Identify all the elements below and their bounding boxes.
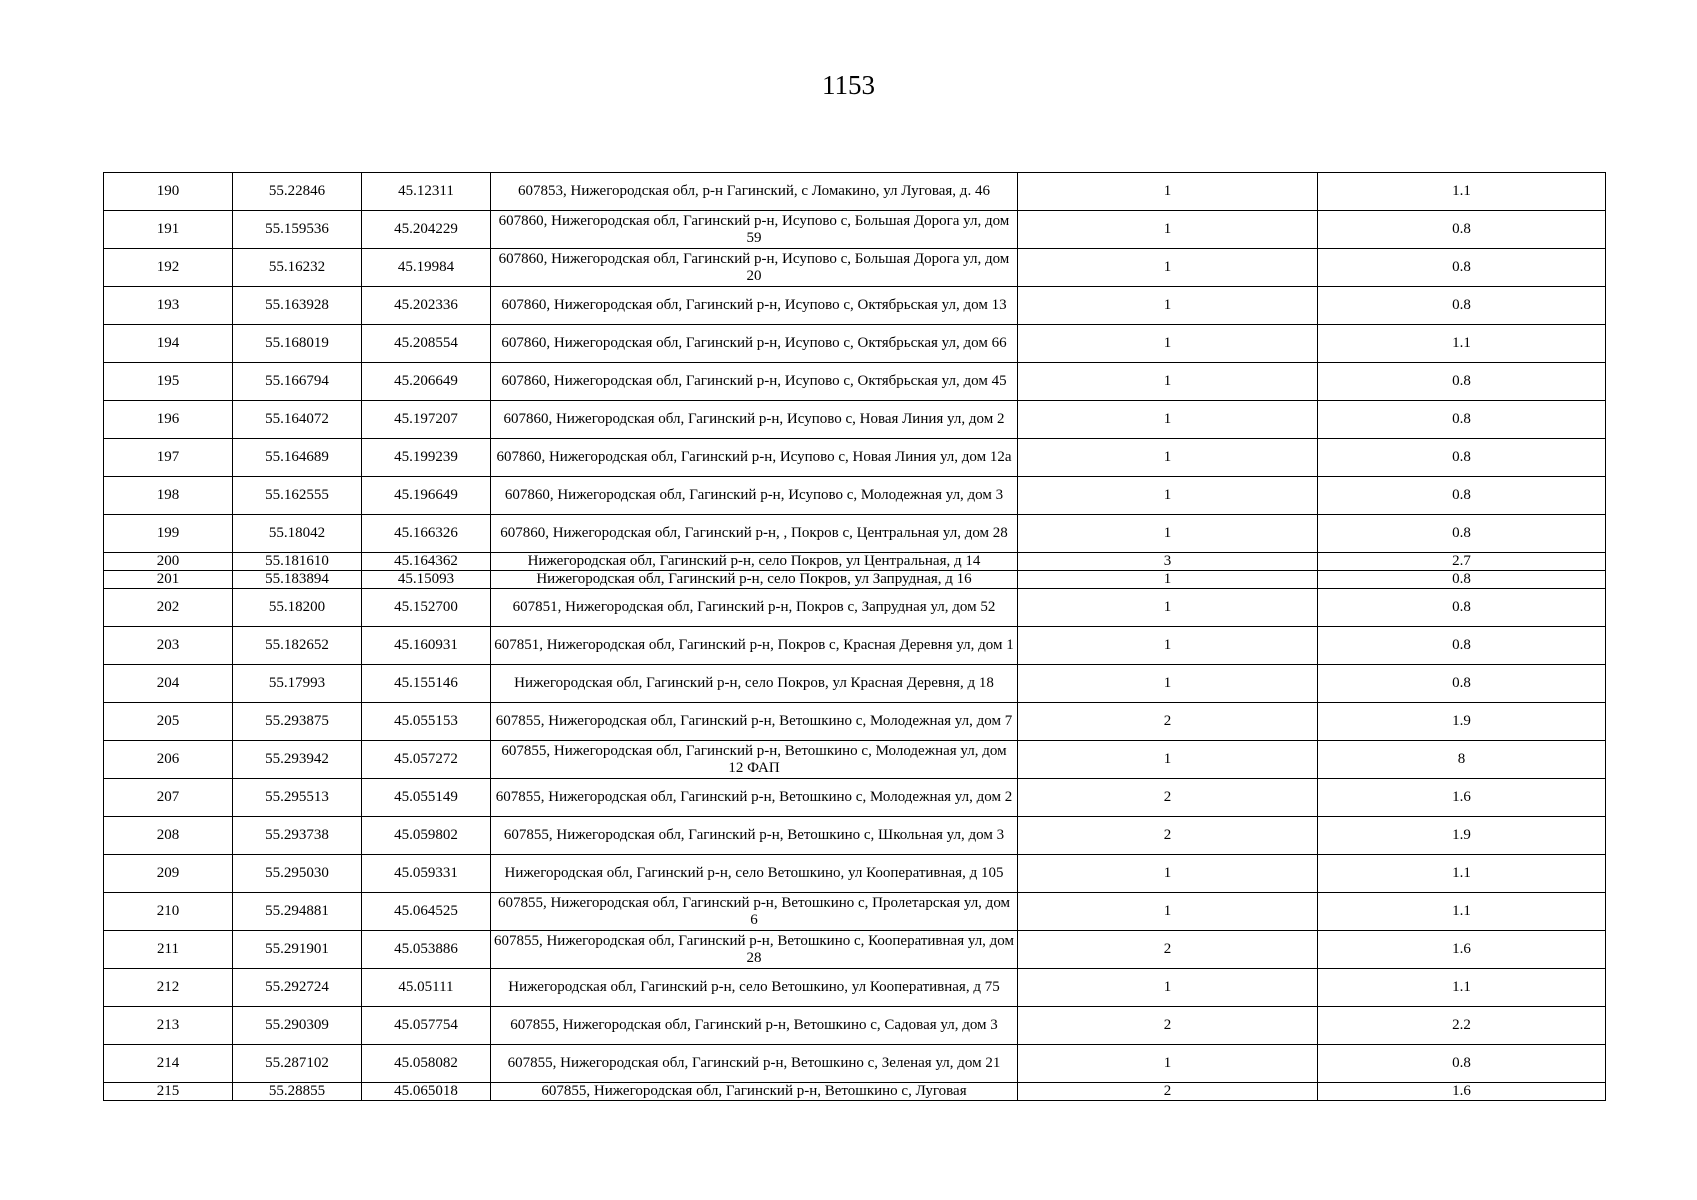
longitude-cell: 45.199239 <box>362 439 491 477</box>
table-row <box>104 363 1606 401</box>
value-cell: 0.8 <box>1318 477 1606 515</box>
row-number-cell: 214 <box>104 1045 233 1083</box>
row-number-cell: 209 <box>104 855 233 893</box>
count-cell: 1 <box>1018 439 1318 477</box>
address-cell: 607860, Нижегородская обл, Гагинский р-н, Исупово с, Молодежная ул, дом 3 <box>491 477 1018 515</box>
row-number-cell: 207 <box>104 779 233 817</box>
longitude-cell: 45.166326 <box>362 515 491 553</box>
table-row <box>104 779 1606 817</box>
row-number-cell: 201 <box>104 571 233 589</box>
latitude-cell: 55.17993 <box>233 665 362 703</box>
row-number-cell: 193 <box>104 287 233 325</box>
latitude-cell: 55.164072 <box>233 401 362 439</box>
value-cell: 1.1 <box>1318 325 1606 363</box>
latitude-cell: 55.166794 <box>233 363 362 401</box>
table-row <box>104 893 1606 931</box>
address-cell: 607855, Нижегородская обл, Гагинский р-н, Ветошкино с, Молодежная ул, дом 12 ФАП <box>491 741 1018 779</box>
table-body <box>104 173 1606 1101</box>
longitude-cell: 45.206649 <box>362 363 491 401</box>
value-cell: 2.7 <box>1318 553 1606 571</box>
count-cell: 1 <box>1018 363 1318 401</box>
longitude-cell: 45.057272 <box>362 741 491 779</box>
count-cell: 1 <box>1018 627 1318 665</box>
count-cell: 2 <box>1018 779 1318 817</box>
address-cell: 607860, Нижегородская обл, Гагинский р-н, Исупово с, Октябрьская ул, дом 66 <box>491 325 1018 363</box>
latitude-cell: 55.291901 <box>233 931 362 969</box>
count-cell: 1 <box>1018 1045 1318 1083</box>
table-row <box>104 1083 1606 1101</box>
latitude-cell: 55.295513 <box>233 779 362 817</box>
count-cell: 1 <box>1018 325 1318 363</box>
longitude-cell: 45.059331 <box>362 855 491 893</box>
row-number-cell: 199 <box>104 515 233 553</box>
address-cell: 607855, Нижегородская обл, Гагинский р-н, Ветошкино с, Кооперативная ул, дом 28 <box>491 931 1018 969</box>
row-number-cell: 196 <box>104 401 233 439</box>
longitude-cell: 45.058082 <box>362 1045 491 1083</box>
longitude-cell: 45.055153 <box>362 703 491 741</box>
address-cell: 607860, Нижегородская обл, Гагинский р-н, Исупово с, Октябрьская ул, дом 13 <box>491 287 1018 325</box>
value-cell: 0.8 <box>1318 571 1606 589</box>
row-number-cell: 206 <box>104 741 233 779</box>
address-cell: 607860, Нижегородская обл, Гагинский р-н, Исупово с, Новая Линия ул, дом 2 <box>491 401 1018 439</box>
address-cell: 607860, Нижегородская обл, Гагинский р-н, , Покров с, Центральная ул, дом 28 <box>491 515 1018 553</box>
table-row <box>104 969 1606 1007</box>
address-cell: 607855, Нижегородская обл, Гагинский р-н, Ветошкино с, Луговая <box>491 1083 1018 1101</box>
table-row <box>104 515 1606 553</box>
longitude-cell: 45.053886 <box>362 931 491 969</box>
count-cell: 1 <box>1018 249 1318 287</box>
count-cell: 1 <box>1018 855 1318 893</box>
value-cell: 0.8 <box>1318 401 1606 439</box>
value-cell: 8 <box>1318 741 1606 779</box>
value-cell: 1.6 <box>1318 931 1606 969</box>
count-cell: 1 <box>1018 893 1318 931</box>
address-cell: Нижегородская обл, Гагинский р-н, село Ветошкино, ул Кооперативная, д 75 <box>491 969 1018 1007</box>
latitude-cell: 55.164689 <box>233 439 362 477</box>
address-cell: 607855, Нижегородская обл, Гагинский р-н, Ветошкино с, Молодежная ул, дом 7 <box>491 703 1018 741</box>
table-row <box>104 665 1606 703</box>
longitude-cell: 45.057754 <box>362 1007 491 1045</box>
value-cell: 1.1 <box>1318 855 1606 893</box>
row-number-cell: 203 <box>104 627 233 665</box>
longitude-cell: 45.05111 <box>362 969 491 1007</box>
latitude-cell: 55.159536 <box>233 211 362 249</box>
count-cell: 2 <box>1018 931 1318 969</box>
longitude-cell: 45.155146 <box>362 665 491 703</box>
row-number-cell: 190 <box>104 173 233 211</box>
longitude-cell: 45.152700 <box>362 589 491 627</box>
address-cell: 607855, Нижегородская обл, Гагинский р-н, Ветошкино с, Молодежная ул, дом 2 <box>491 779 1018 817</box>
latitude-cell: 55.181610 <box>233 553 362 571</box>
table-row <box>104 401 1606 439</box>
table-row <box>104 1007 1606 1045</box>
latitude-cell: 55.182652 <box>233 627 362 665</box>
count-cell: 1 <box>1018 401 1318 439</box>
address-cell: Нижегородская обл, Гагинский р-н, село Покров, ул Красная Деревня, д 18 <box>491 665 1018 703</box>
row-number-cell: 202 <box>104 589 233 627</box>
latitude-cell: 55.16232 <box>233 249 362 287</box>
count-cell: 2 <box>1018 703 1318 741</box>
value-cell: 0.8 <box>1318 287 1606 325</box>
table-row <box>104 1045 1606 1083</box>
count-cell: 1 <box>1018 515 1318 553</box>
value-cell: 0.8 <box>1318 589 1606 627</box>
row-number-cell: 198 <box>104 477 233 515</box>
row-number-cell: 191 <box>104 211 233 249</box>
table-row <box>104 325 1606 363</box>
row-number-cell: 192 <box>104 249 233 287</box>
longitude-cell: 45.15093 <box>362 571 491 589</box>
latitude-cell: 55.162555 <box>233 477 362 515</box>
row-number-cell: 213 <box>104 1007 233 1045</box>
row-number-cell: 210 <box>104 893 233 931</box>
latitude-cell: 55.28855 <box>233 1083 362 1101</box>
count-cell: 2 <box>1018 1007 1318 1045</box>
latitude-cell: 55.22846 <box>233 173 362 211</box>
address-cell: 607851, Нижегородская обл, Гагинский р-н, Покров с, Красная Деревня ул, дом 1 <box>491 627 1018 665</box>
address-cell: Нижегородская обл, Гагинский р-н, село Покров, ул Центральная, д 14 <box>491 553 1018 571</box>
longitude-cell: 45.202336 <box>362 287 491 325</box>
table-row <box>104 703 1606 741</box>
longitude-cell: 45.064525 <box>362 893 491 931</box>
longitude-cell: 45.164362 <box>362 553 491 571</box>
table-row <box>104 477 1606 515</box>
longitude-cell: 45.197207 <box>362 401 491 439</box>
table-row <box>104 211 1606 249</box>
latitude-cell: 55.18042 <box>233 515 362 553</box>
value-cell: 0.8 <box>1318 515 1606 553</box>
table-row <box>104 589 1606 627</box>
count-cell: 1 <box>1018 589 1318 627</box>
address-cell: Нижегородская обл, Гагинский р-н, село Ветошкино, ул Кооперативная, д 105 <box>491 855 1018 893</box>
row-number-cell: 212 <box>104 969 233 1007</box>
row-number-cell: 205 <box>104 703 233 741</box>
count-cell: 1 <box>1018 741 1318 779</box>
address-cell: 607851, Нижегородская обл, Гагинский р-н, Покров с, Запрудная ул, дом 52 <box>491 589 1018 627</box>
value-cell: 1.6 <box>1318 779 1606 817</box>
longitude-cell: 45.19984 <box>362 249 491 287</box>
latitude-cell: 55.292724 <box>233 969 362 1007</box>
latitude-cell: 55.293738 <box>233 817 362 855</box>
latitude-cell: 55.168019 <box>233 325 362 363</box>
row-number-cell: 195 <box>104 363 233 401</box>
value-cell: 2.2 <box>1318 1007 1606 1045</box>
latitude-cell: 55.290309 <box>233 1007 362 1045</box>
value-cell: 1.9 <box>1318 817 1606 855</box>
row-number-cell: 204 <box>104 665 233 703</box>
address-cell: 607860, Нижегородская обл, Гагинский р-н, Исупово с, Большая Дорога ул, дом 59 <box>491 211 1018 249</box>
table-row <box>104 439 1606 477</box>
address-cell: 607860, Нижегородская обл, Гагинский р-н, Исупово с, Новая Линия ул, дом 12а <box>491 439 1018 477</box>
count-cell: 3 <box>1018 553 1318 571</box>
longitude-cell: 45.059802 <box>362 817 491 855</box>
row-number-cell: 197 <box>104 439 233 477</box>
value-cell: 0.8 <box>1318 249 1606 287</box>
count-cell: 2 <box>1018 1083 1318 1101</box>
count-cell: 1 <box>1018 287 1318 325</box>
value-cell: 0.8 <box>1318 211 1606 249</box>
table-row <box>104 931 1606 969</box>
value-cell: 0.8 <box>1318 1045 1606 1083</box>
count-cell: 1 <box>1018 969 1318 1007</box>
address-cell: 607855, Нижегородская обл, Гагинский р-н, Ветошкино с, Садовая ул, дом 3 <box>491 1007 1018 1045</box>
longitude-cell: 45.204229 <box>362 211 491 249</box>
registry-table <box>103 172 1606 1101</box>
row-number-cell: 200 <box>104 553 233 571</box>
value-cell: 1.6 <box>1318 1083 1606 1101</box>
address-cell: 607855, Нижегородская обл, Гагинский р-н, Ветошкино с, Пролетарская ул, дом 6 <box>491 893 1018 931</box>
value-cell: 1.1 <box>1318 893 1606 931</box>
latitude-cell: 55.295030 <box>233 855 362 893</box>
value-cell: 0.8 <box>1318 363 1606 401</box>
count-cell: 1 <box>1018 665 1318 703</box>
address-cell: 607860, Нижегородская обл, Гагинский р-н, Исупово с, Октябрьская ул, дом 45 <box>491 363 1018 401</box>
count-cell: 1 <box>1018 211 1318 249</box>
row-number-cell: 208 <box>104 817 233 855</box>
longitude-cell: 45.160931 <box>362 627 491 665</box>
value-cell: 1.1 <box>1318 173 1606 211</box>
longitude-cell: 45.065018 <box>362 1083 491 1101</box>
table-row <box>104 855 1606 893</box>
address-cell: 607860, Нижегородская обл, Гагинский р-н, Исупово с, Большая Дорога ул, дом 20 <box>491 249 1018 287</box>
table-row <box>104 287 1606 325</box>
table-row <box>104 571 1606 589</box>
page-number: 1153 <box>822 70 875 100</box>
latitude-cell: 55.183894 <box>233 571 362 589</box>
count-cell: 1 <box>1018 173 1318 211</box>
longitude-cell: 45.208554 <box>362 325 491 363</box>
address-cell: 607855, Нижегородская обл, Гагинский р-н, Ветошкино с, Школьная ул, дом 3 <box>491 817 1018 855</box>
value-cell: 0.8 <box>1318 439 1606 477</box>
table-row <box>104 741 1606 779</box>
count-cell: 1 <box>1018 571 1318 589</box>
table-row <box>104 249 1606 287</box>
table-row <box>104 173 1606 211</box>
table-row <box>104 817 1606 855</box>
row-number-cell: 194 <box>104 325 233 363</box>
address-cell: 607853, Нижегородская обл, р-н Гагинский, с Ломакино, ул Луговая, д. 46 <box>491 173 1018 211</box>
value-cell: 1.9 <box>1318 703 1606 741</box>
latitude-cell: 55.163928 <box>233 287 362 325</box>
value-cell: 1.1 <box>1318 969 1606 1007</box>
latitude-cell: 55.293875 <box>233 703 362 741</box>
address-cell: Нижегородская обл, Гагинский р-н, село Покров, ул Запрудная, д 16 <box>491 571 1018 589</box>
value-cell: 0.8 <box>1318 627 1606 665</box>
row-number-cell: 215 <box>104 1083 233 1101</box>
table-row <box>104 627 1606 665</box>
longitude-cell: 45.196649 <box>362 477 491 515</box>
latitude-cell: 55.287102 <box>233 1045 362 1083</box>
count-cell: 2 <box>1018 817 1318 855</box>
longitude-cell: 45.055149 <box>362 779 491 817</box>
longitude-cell: 45.12311 <box>362 173 491 211</box>
latitude-cell: 55.294881 <box>233 893 362 931</box>
count-cell: 1 <box>1018 477 1318 515</box>
table-row <box>104 553 1606 571</box>
value-cell: 0.8 <box>1318 665 1606 703</box>
row-number-cell: 211 <box>104 931 233 969</box>
latitude-cell: 55.293942 <box>233 741 362 779</box>
address-cell: 607855, Нижегородская обл, Гагинский р-н, Ветошкино с, Зеленая ул, дом 21 <box>491 1045 1018 1083</box>
latitude-cell: 55.18200 <box>233 589 362 627</box>
